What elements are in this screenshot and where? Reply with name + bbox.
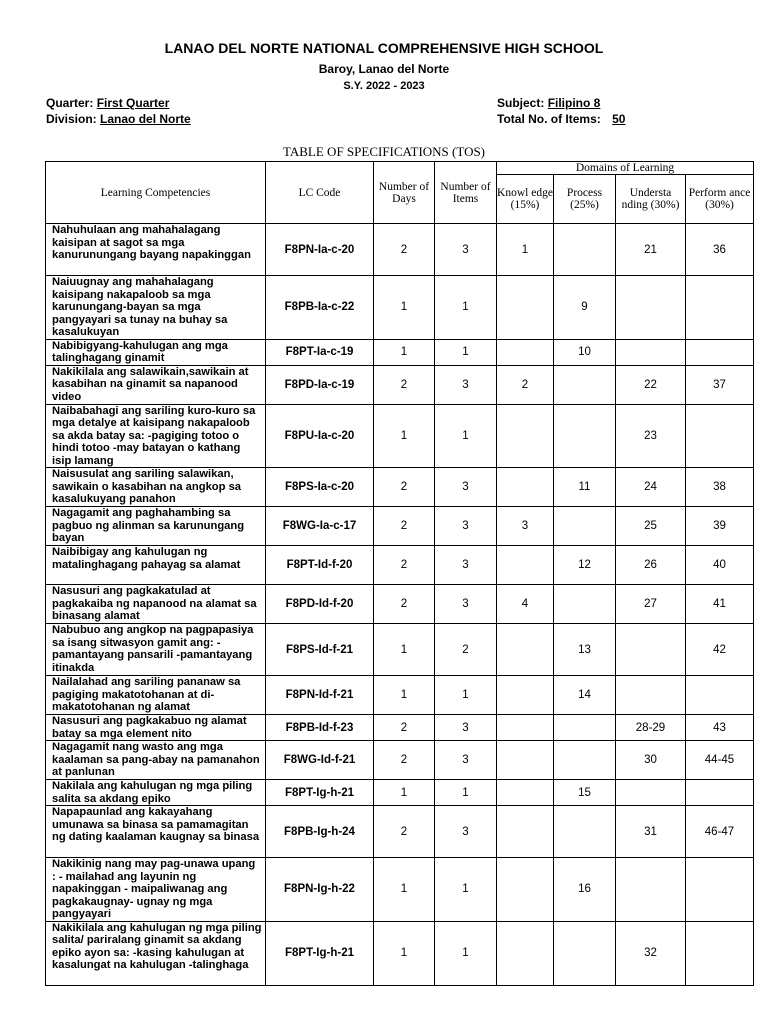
performance-cell: 42 xyxy=(686,624,754,676)
knowledge-cell xyxy=(497,858,554,922)
days-cell: 2 xyxy=(374,507,435,546)
days-cell: 1 xyxy=(374,624,435,676)
table-row xyxy=(46,676,754,715)
competency-cell: Nakikilala ang kahulugan ng mga piling salita/ pariralang ginamit sa akdang epiko ayon sa: -kasing kahulugan at kasalungat na kahulugan -talinghaga xyxy=(46,921,266,985)
lc-code-cell: F8PT-Ig-h-21 xyxy=(266,921,374,985)
days-cell: 2 xyxy=(374,715,435,741)
competency-cell: Nabubuo ang angkop na pagpapasiya sa isang sitwasyon gamit ang: -pamantayang pansarili -pamantayang itinakda xyxy=(46,624,266,676)
lc-code-cell: F8PT-Id-f-20 xyxy=(266,546,374,585)
table-row xyxy=(46,404,754,468)
competency-cell: Nasusuri ang pagkakabuo ng alamat batay sa mga element nito xyxy=(46,715,266,741)
understanding-cell: 32 xyxy=(616,921,686,985)
knowledge-cell xyxy=(497,624,554,676)
competency-cell: Nakikilala ang salawikain,sawikain at kasabihan na ginamit sa napanood video xyxy=(46,365,266,404)
knowledge-cell xyxy=(497,468,554,507)
lc-code-cell: F8PB-Ia-c-22 xyxy=(266,276,374,340)
lc-code-cell: F8WG-Ia-c-17 xyxy=(266,507,374,546)
items-cell: 3 xyxy=(435,224,497,276)
process-cell: 14 xyxy=(554,676,616,715)
understanding-cell xyxy=(616,780,686,806)
competency-cell: Nabibigyang-kahulugan ang mga talinghagang ginamit xyxy=(46,339,266,365)
knowledge-cell xyxy=(497,546,554,585)
items-cell: 3 xyxy=(435,741,497,780)
header-items: Number of Items xyxy=(435,162,497,224)
days-cell: 1 xyxy=(374,858,435,922)
performance-cell: 44-45 xyxy=(686,741,754,780)
knowledge-cell xyxy=(497,676,554,715)
header-understanding: Understa nding (30%) xyxy=(616,175,686,224)
header-knowledge: Knowl edge (15%) xyxy=(497,175,554,224)
performance-cell: 36 xyxy=(686,224,754,276)
understanding-cell: 30 xyxy=(616,741,686,780)
days-cell: 2 xyxy=(374,224,435,276)
knowledge-cell: 1 xyxy=(497,224,554,276)
process-cell xyxy=(554,365,616,404)
items-cell: 1 xyxy=(435,339,497,365)
table-row xyxy=(46,715,754,741)
table-row xyxy=(46,741,754,780)
division-line xyxy=(46,112,191,126)
performance-cell: 46-47 xyxy=(686,806,754,858)
days-cell: 2 xyxy=(374,585,435,624)
header-domains: Domains of Learning xyxy=(497,162,754,175)
table-row xyxy=(46,585,754,624)
division-value: Lanao del Norte xyxy=(100,112,191,126)
items-cell: 3 xyxy=(435,507,497,546)
subject-line xyxy=(497,96,600,110)
days-cell: 1 xyxy=(374,276,435,340)
performance-cell xyxy=(686,404,754,468)
knowledge-cell xyxy=(497,806,554,858)
competency-cell: Napapaunlad ang kakayahang umunawa sa binasa sa pamamagitan ng dating kaalaman kaugnay sa binasa xyxy=(46,806,266,858)
understanding-cell: 28-29 xyxy=(616,715,686,741)
days-cell: 1 xyxy=(374,921,435,985)
process-cell: 11 xyxy=(554,468,616,507)
competency-cell: Nakilala ang kahulugan ng mga piling salita sa akdang epiko xyxy=(46,780,266,806)
process-cell xyxy=(554,806,616,858)
lc-code-cell: F8PB-Id-f-23 xyxy=(266,715,374,741)
lc-code-cell: F8PN-Ig-h-22 xyxy=(266,858,374,922)
items-cell: 1 xyxy=(435,404,497,468)
items-cell: 3 xyxy=(435,468,497,507)
lc-code-cell: F8PD-Id-f-20 xyxy=(266,585,374,624)
knowledge-cell xyxy=(497,276,554,340)
performance-cell: 43 xyxy=(686,715,754,741)
header-days: Number of Days xyxy=(374,162,435,224)
knowledge-cell xyxy=(497,404,554,468)
process-cell: 13 xyxy=(554,624,616,676)
competency-cell: Nagagamit ang paghahambing sa pagbuo ng alinman sa karunungang bayan xyxy=(46,507,266,546)
table-row xyxy=(46,365,754,404)
days-cell: 1 xyxy=(374,404,435,468)
quarter-value: First Quarter xyxy=(96,96,170,110)
performance-cell xyxy=(686,339,754,365)
division-label: Division: xyxy=(46,112,97,126)
understanding-cell xyxy=(616,858,686,922)
understanding-cell xyxy=(616,276,686,340)
lc-code-cell: F8PT-Ig-h-21 xyxy=(266,780,374,806)
understanding-cell: 21 xyxy=(616,224,686,276)
knowledge-cell xyxy=(497,715,554,741)
table-row xyxy=(46,806,754,858)
process-cell xyxy=(554,921,616,985)
lc-code-cell: F8PN-Id-f-21 xyxy=(266,676,374,715)
tos-body xyxy=(46,224,754,986)
knowledge-cell: 2 xyxy=(497,365,554,404)
process-cell: 15 xyxy=(554,780,616,806)
understanding-cell: 22 xyxy=(616,365,686,404)
competency-cell: Naibabahagi ang sariling kuro-kuro sa mga detalye at kaisipang nakapaloob sa akda batay sa: -pagiging totoo o hindi totoo -may batayan o kathang isip lamang xyxy=(46,404,266,468)
items-cell: 3 xyxy=(435,806,497,858)
days-cell: 2 xyxy=(374,365,435,404)
table-row xyxy=(46,858,754,922)
performance-cell xyxy=(686,921,754,985)
subject-value: Filipino 8 xyxy=(547,96,601,110)
tos-title: TABLE OF SPECIFICATIONS (TOS) xyxy=(282,144,486,159)
table-row xyxy=(46,780,754,806)
quarter-line xyxy=(46,96,169,110)
table-row xyxy=(46,224,754,276)
competency-cell: Nagagamit nang wasto ang mga kaalaman sa pang-abay na pamanahon at panlunan xyxy=(46,741,266,780)
table-row xyxy=(46,624,754,676)
process-cell xyxy=(554,585,616,624)
items-cell: 3 xyxy=(435,585,497,624)
table-row xyxy=(46,507,754,546)
understanding-cell: 31 xyxy=(616,806,686,858)
process-cell: 16 xyxy=(554,858,616,922)
school-address: Baroy, Lanao del Norte xyxy=(318,62,450,76)
header-competency: Learning Competencies xyxy=(46,162,266,224)
days-cell: 2 xyxy=(374,546,435,585)
knowledge-cell: 3 xyxy=(497,507,554,546)
items-cell: 3 xyxy=(435,546,497,585)
items-cell: 1 xyxy=(435,676,497,715)
items-cell: 3 xyxy=(435,715,497,741)
performance-cell: 39 xyxy=(686,507,754,546)
competency-cell: Nailalahad ang sariling pananaw sa pagiging makatotohanan at di-makatotohanan ng alamat xyxy=(46,676,266,715)
performance-cell: 41 xyxy=(686,585,754,624)
knowledge-cell xyxy=(497,339,554,365)
total-items-value: 50 xyxy=(612,112,626,126)
knowledge-cell xyxy=(497,921,554,985)
performance-cell: 40 xyxy=(686,546,754,585)
days-cell: 2 xyxy=(374,741,435,780)
header-lc-code: LC Code xyxy=(266,162,374,224)
subject-label: Subject: xyxy=(497,96,545,110)
lc-code-cell: F8PT-Ia-c-19 xyxy=(266,339,374,365)
items-cell: 1 xyxy=(435,780,497,806)
days-cell: 2 xyxy=(374,806,435,858)
lc-code-cell: F8PS-Ia-c-20 xyxy=(266,468,374,507)
process-cell xyxy=(554,741,616,780)
knowledge-cell xyxy=(497,780,554,806)
knowledge-cell: 4 xyxy=(497,585,554,624)
items-cell: 1 xyxy=(435,858,497,922)
competency-cell: Naiuugnay ang mahahalagang kaisipang nakapaloob sa mga karunungang-bayan sa mga pangyayari sa tunay na buhay sa kasalukuyan xyxy=(46,276,266,340)
performance-cell: 38 xyxy=(686,468,754,507)
understanding-cell: 27 xyxy=(616,585,686,624)
items-cell: 2 xyxy=(435,624,497,676)
process-cell xyxy=(554,404,616,468)
performance-cell xyxy=(686,858,754,922)
competency-cell: Naibibigay ang kahulugan ng matalinghagang pahayag sa alamat xyxy=(46,546,266,585)
understanding-cell xyxy=(616,676,686,715)
quarter-label: Quarter: xyxy=(46,96,94,110)
days-cell: 1 xyxy=(374,676,435,715)
school-name: LANAO DEL NORTE NATIONAL COMPREHENSIVE HIGH SCHOOL xyxy=(164,40,604,56)
process-cell: 9 xyxy=(554,276,616,340)
competency-cell: Naisusulat ang sariling salawikan, sawikain o kasabihan na angkop sa kasalukuyang panahon xyxy=(46,468,266,507)
days-cell: 1 xyxy=(374,780,435,806)
understanding-cell xyxy=(616,624,686,676)
table-row xyxy=(46,546,754,585)
process-cell xyxy=(554,715,616,741)
school-year: S.Y. 2022 - 2023 xyxy=(343,80,425,92)
competency-cell: Nahuhulaan ang mahahalagang kaisipan at sagot sa mga kanurunungang bayang napakinggan xyxy=(46,224,266,276)
table-row xyxy=(46,468,754,507)
performance-cell xyxy=(686,276,754,340)
process-cell: 12 xyxy=(554,546,616,585)
header-process: Process (25%) xyxy=(554,175,616,224)
lc-code-cell: F8PB-Ig-h-24 xyxy=(266,806,374,858)
process-cell: 10 xyxy=(554,339,616,365)
understanding-cell: 23 xyxy=(616,404,686,468)
lc-code-cell: F8WG-Id-f-21 xyxy=(266,741,374,780)
performance-cell xyxy=(686,780,754,806)
days-cell: 1 xyxy=(374,339,435,365)
process-cell xyxy=(554,224,616,276)
performance-cell xyxy=(686,676,754,715)
total-items-line xyxy=(497,112,625,126)
items-cell: 3 xyxy=(435,365,497,404)
items-cell: 1 xyxy=(435,921,497,985)
competency-cell: Nasusuri ang pagkakatulad at pagkakaiba ng napanood na alamat sa binasang alamat xyxy=(46,585,266,624)
understanding-cell: 25 xyxy=(616,507,686,546)
understanding-cell: 24 xyxy=(616,468,686,507)
competency-cell: Nakikinig nang may pag-unawa upang : - mailahad ang layunin ng napakinggan - maipaliwanag ang pagkakaugnay- ugnay ng mga pangyayari xyxy=(46,858,266,922)
tos-table xyxy=(45,161,754,986)
lc-code-cell: F8PS-Id-f-21 xyxy=(266,624,374,676)
understanding-cell xyxy=(616,339,686,365)
table-row xyxy=(46,339,754,365)
items-cell: 1 xyxy=(435,276,497,340)
understanding-cell: 26 xyxy=(616,546,686,585)
table-row xyxy=(46,921,754,985)
lc-code-cell: F8PN-Ia-c-20 xyxy=(266,224,374,276)
days-cell: 2 xyxy=(374,468,435,507)
knowledge-cell xyxy=(497,741,554,780)
process-cell xyxy=(554,507,616,546)
lc-code-cell: F8PD-Ia-c-19 xyxy=(266,365,374,404)
header-performance: Perform ance (30%) xyxy=(686,175,754,224)
lc-code-cell: F8PU-Ia-c-20 xyxy=(266,404,374,468)
performance-cell: 37 xyxy=(686,365,754,404)
total-items-label: Total No. of Items: xyxy=(497,112,601,126)
table-row xyxy=(46,276,754,340)
